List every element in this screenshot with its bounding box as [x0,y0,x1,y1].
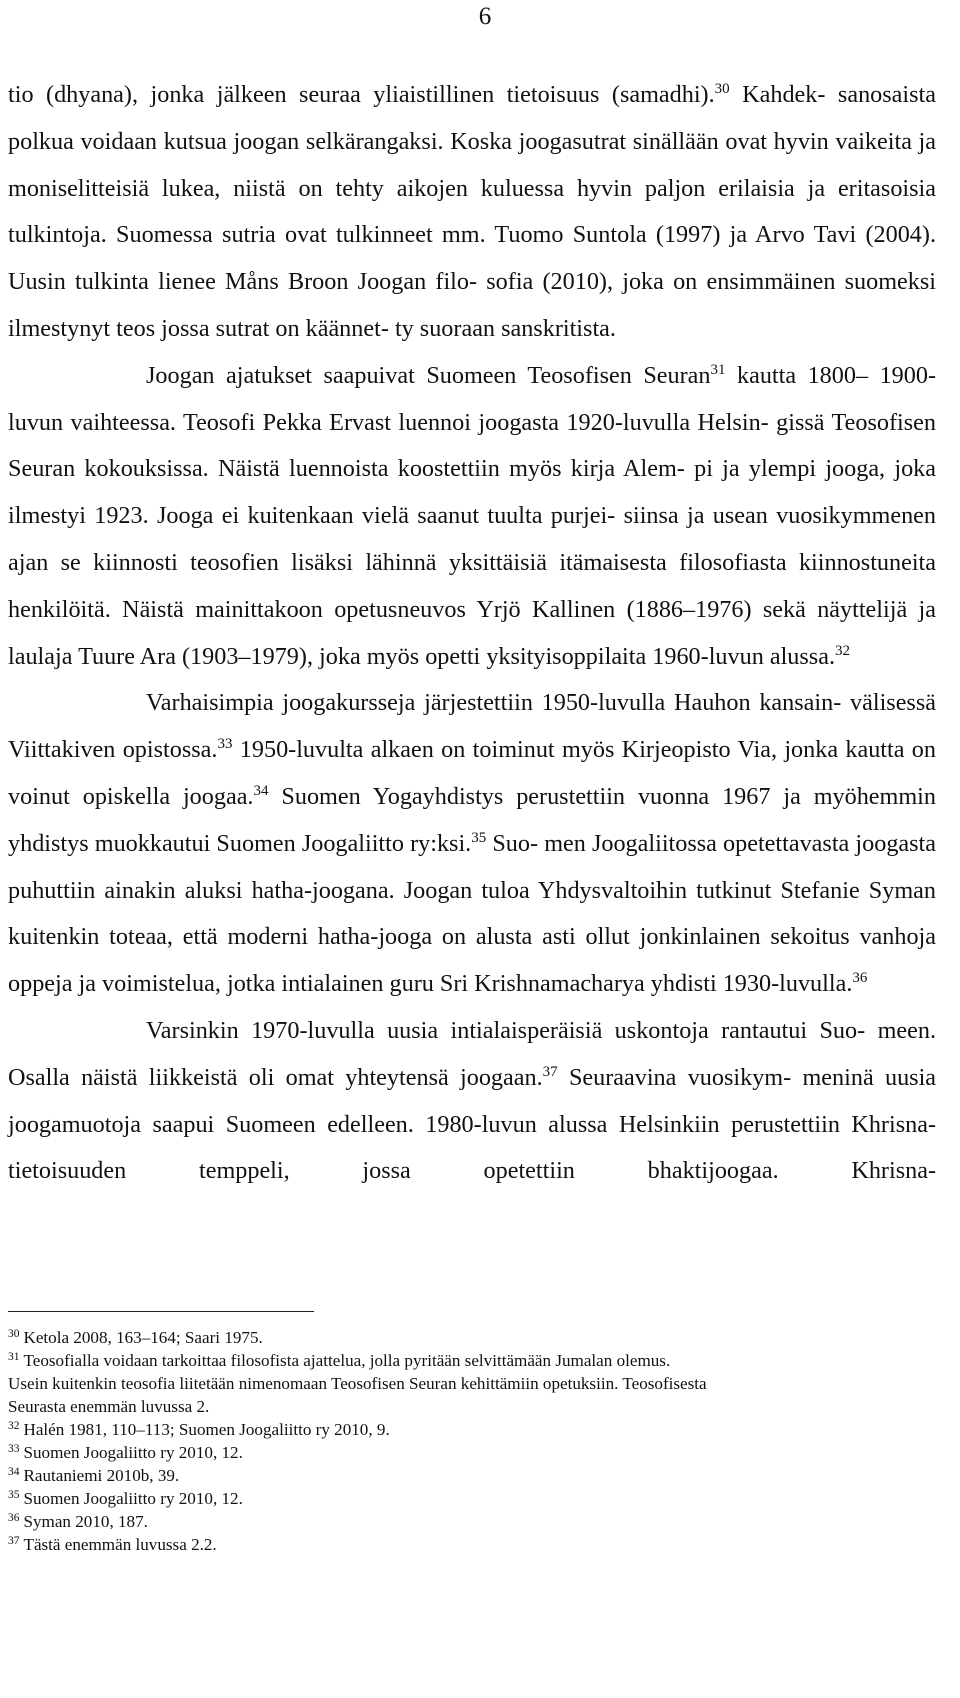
text-line: jotka intialainen guru Sri Krishnamacharya yhdisti 1930-luvulla. [226,970,853,998]
text-line: tio (dhyana), jonka jälkeen seuraa yliaistillinen tietoisuus (samadhi). [8,81,715,108]
footnote-text: Usein kuitenkin teosofia liitetään nimenomaan Teosofisen Seuran kehittämiin opetuksiin. Teosofisesta [8,1374,707,1393]
footnote-number: 33 [8,1443,20,1455]
footnote-text: Ketola 2008, 163–164; Saari 1975. [23,1328,263,1347]
footnote-number: 36 [8,1512,20,1524]
text-line: siinsa ja usean vuosikymmenen ajan se kiinnosti teosofien lisäksi lähinnä yksittäisiä [8,502,937,576]
text-line: hatha-jooga on alusta asti ollut jonkinlainen sekoitus vanhoja oppeja ja voimistelua, [8,923,937,998]
text-line: meen. Osalla näistä liikkeistä oli omat yhteytensä joogaan. [8,1016,936,1091]
text-line: Suntola (1997) ja Arvo Tavi (2004). Uusin tulkinta lienee Måns Broon Joogan filo- [8,221,937,296]
text-line-continuation: Seuraavina vuosikym- [557,1063,792,1091]
footnote-reference: 33 [217,736,233,753]
text-line: paljon erilaisia ja eritasoisia tulkintoja. Suomessa sutria ovat tulkinneet mm. Tuomo [8,174,937,249]
body-text [8,72,936,1195]
footnote [8,1464,943,1487]
text-line: meninä uusia joogamuotoja saapui Suomeen edelleen. 1980-luvun alussa Helsinkiin [8,1063,937,1138]
page-number: 6 [478,3,492,30]
text-line: Varhaisimpia joogakursseja järjestettiin 1950-luvulla Hauhon kansain- [146,689,842,717]
text-line: pi ja ylempi jooga, joka ilmestyi 1923. Jooga ei kuitenkaan vielä saanut tuulta purjei- [8,455,937,530]
footnote-text: Halén 1981, 110–113; Suomen Joogaliitto ry 2010, 9. [23,1420,390,1439]
text-line: myös opetti yksityisoppilaita 1960-luvun alussa. [366,642,836,670]
footnote [8,1326,943,1349]
footnote-reference: 31 [710,361,726,378]
footnote-reference: 35 [471,829,487,846]
footnote [8,1418,943,1441]
footnote [8,1510,943,1533]
text-line: Yrjö Kallinen (1886–1976) sekä näyttelijä ja laulaja Tuure Ara (1903–1979), joka [8,595,936,670]
text-line: sanosaista polkua voidaan kutsua joogan selkärangaksi. Koska joogasutrat sinällään [8,81,936,155]
text-line: itämaisesta filosofiasta kiinnostuneita henkilöitä. Näistä mainittakoon opetusneuvos [8,548,937,623]
text-line: men Joogaliitossa opetettavasta joogasta puhuttiin ainakin aluksi hatha-joogana. [8,829,937,904]
footnote-reference: 34 [253,782,269,799]
text-line: perustettiin Khrisna-tietoisuuden temppeli, jossa opetettiin bhaktijoogaa. Khrisna- [8,1110,937,1185]
text-line-continuation: kautta 1800– [725,361,869,389]
footnote [8,1487,943,1510]
text-line: ovat hyvin vaikeita ja moniselitteisiä lukea, niistä on tehty aikojen kuluessa hyvin [8,127,937,202]
text-line: vuonna 1967 ja myöhemmin yhdistys muokkautui Suomen Joogaliitto ry:ksi. [8,782,936,857]
text-line: gissä Teosofisen Seuran kokouksissa. Näistä luennoista koostettiin myös kirja Alem- [8,408,936,483]
footnote-number: 37 [8,1535,20,1547]
footnote-text: Suomen Joogaliitto ry 2010, 12. [23,1489,243,1508]
footnote-number: 31 [8,1351,20,1363]
footnote-reference: 30 [714,81,730,97]
text-line-continuation: 1950-luvulta alkaen on toiminut myös Kirjeopisto [232,736,731,764]
paragraph [8,72,936,353]
paragraph [8,353,936,681]
footnotes [8,1326,943,1556]
footnote-number: 35 [8,1489,20,1501]
footnote-number: 34 [8,1466,20,1478]
text-line: välisessä Viittakiven opistossa. [8,689,936,764]
text-line: Joogan ajatukset saapuivat Suomeen Teosofisen Seuran [146,361,711,389]
footnote-text: Tästä enemmän luvussa 2.2. [23,1535,217,1554]
text-line: Varsinkin 1970-luvulla uusia intialaisperäisiä uskontoja rantautui Suo- [146,1016,866,1044]
footnote-reference: 36 [852,970,868,987]
footnote-reference: 32 [835,642,851,659]
paragraph [8,680,936,1008]
text-line: ty suoraan sanskritista. [394,314,616,342]
text-line-continuation: Suomen Yogayhdistys perustettiin [268,782,626,810]
footnote-number: 30 [8,1328,20,1340]
footnote-reference: 37 [542,1063,558,1080]
footnote-text: Seurasta enemmän luvussa 2. [8,1397,210,1416]
footnote [8,1349,943,1372]
paragraph [8,1008,936,1195]
text-line-continuation: Kahdek- [729,81,826,108]
text-line: Via, jonka kautta on voinut opiskella joogaa. [8,736,936,810]
footnote [8,1533,943,1556]
footnote-text: Suomen Joogaliitto ry 2010, 12. [23,1443,243,1462]
footnote-text: Syman 2010, 187. [23,1512,148,1531]
text-line: Joogan tuloa Yhdysvaltoihin tutkinut Stefanie Syman kuitenkin toteaa, että moderni [8,876,936,951]
footnote-separator [8,1311,314,1312]
footnote-number: 32 [8,1420,20,1432]
footnote [8,1395,943,1418]
footnote [8,1372,943,1395]
text-line: sofia (2010), joka on ensimmäinen suomeksi ilmestynyt teos jossa sutrat on käännet- [8,268,937,342]
text-line: 1900-luvun vaihteessa. Teosofi Pekka Ervast luennoi joogasta 1920-luvulla Helsin- [8,361,936,436]
text-line-continuation: Suo- [486,829,539,857]
footnote-text: Teosofialla voidaan tarkoittaa filosofista ajattelua, jolla pyritään selvittämään Jumalan olemus. [23,1351,671,1370]
footnote-text: Rautaniemi 2010b, 39. [23,1466,180,1485]
footnote [8,1441,943,1464]
